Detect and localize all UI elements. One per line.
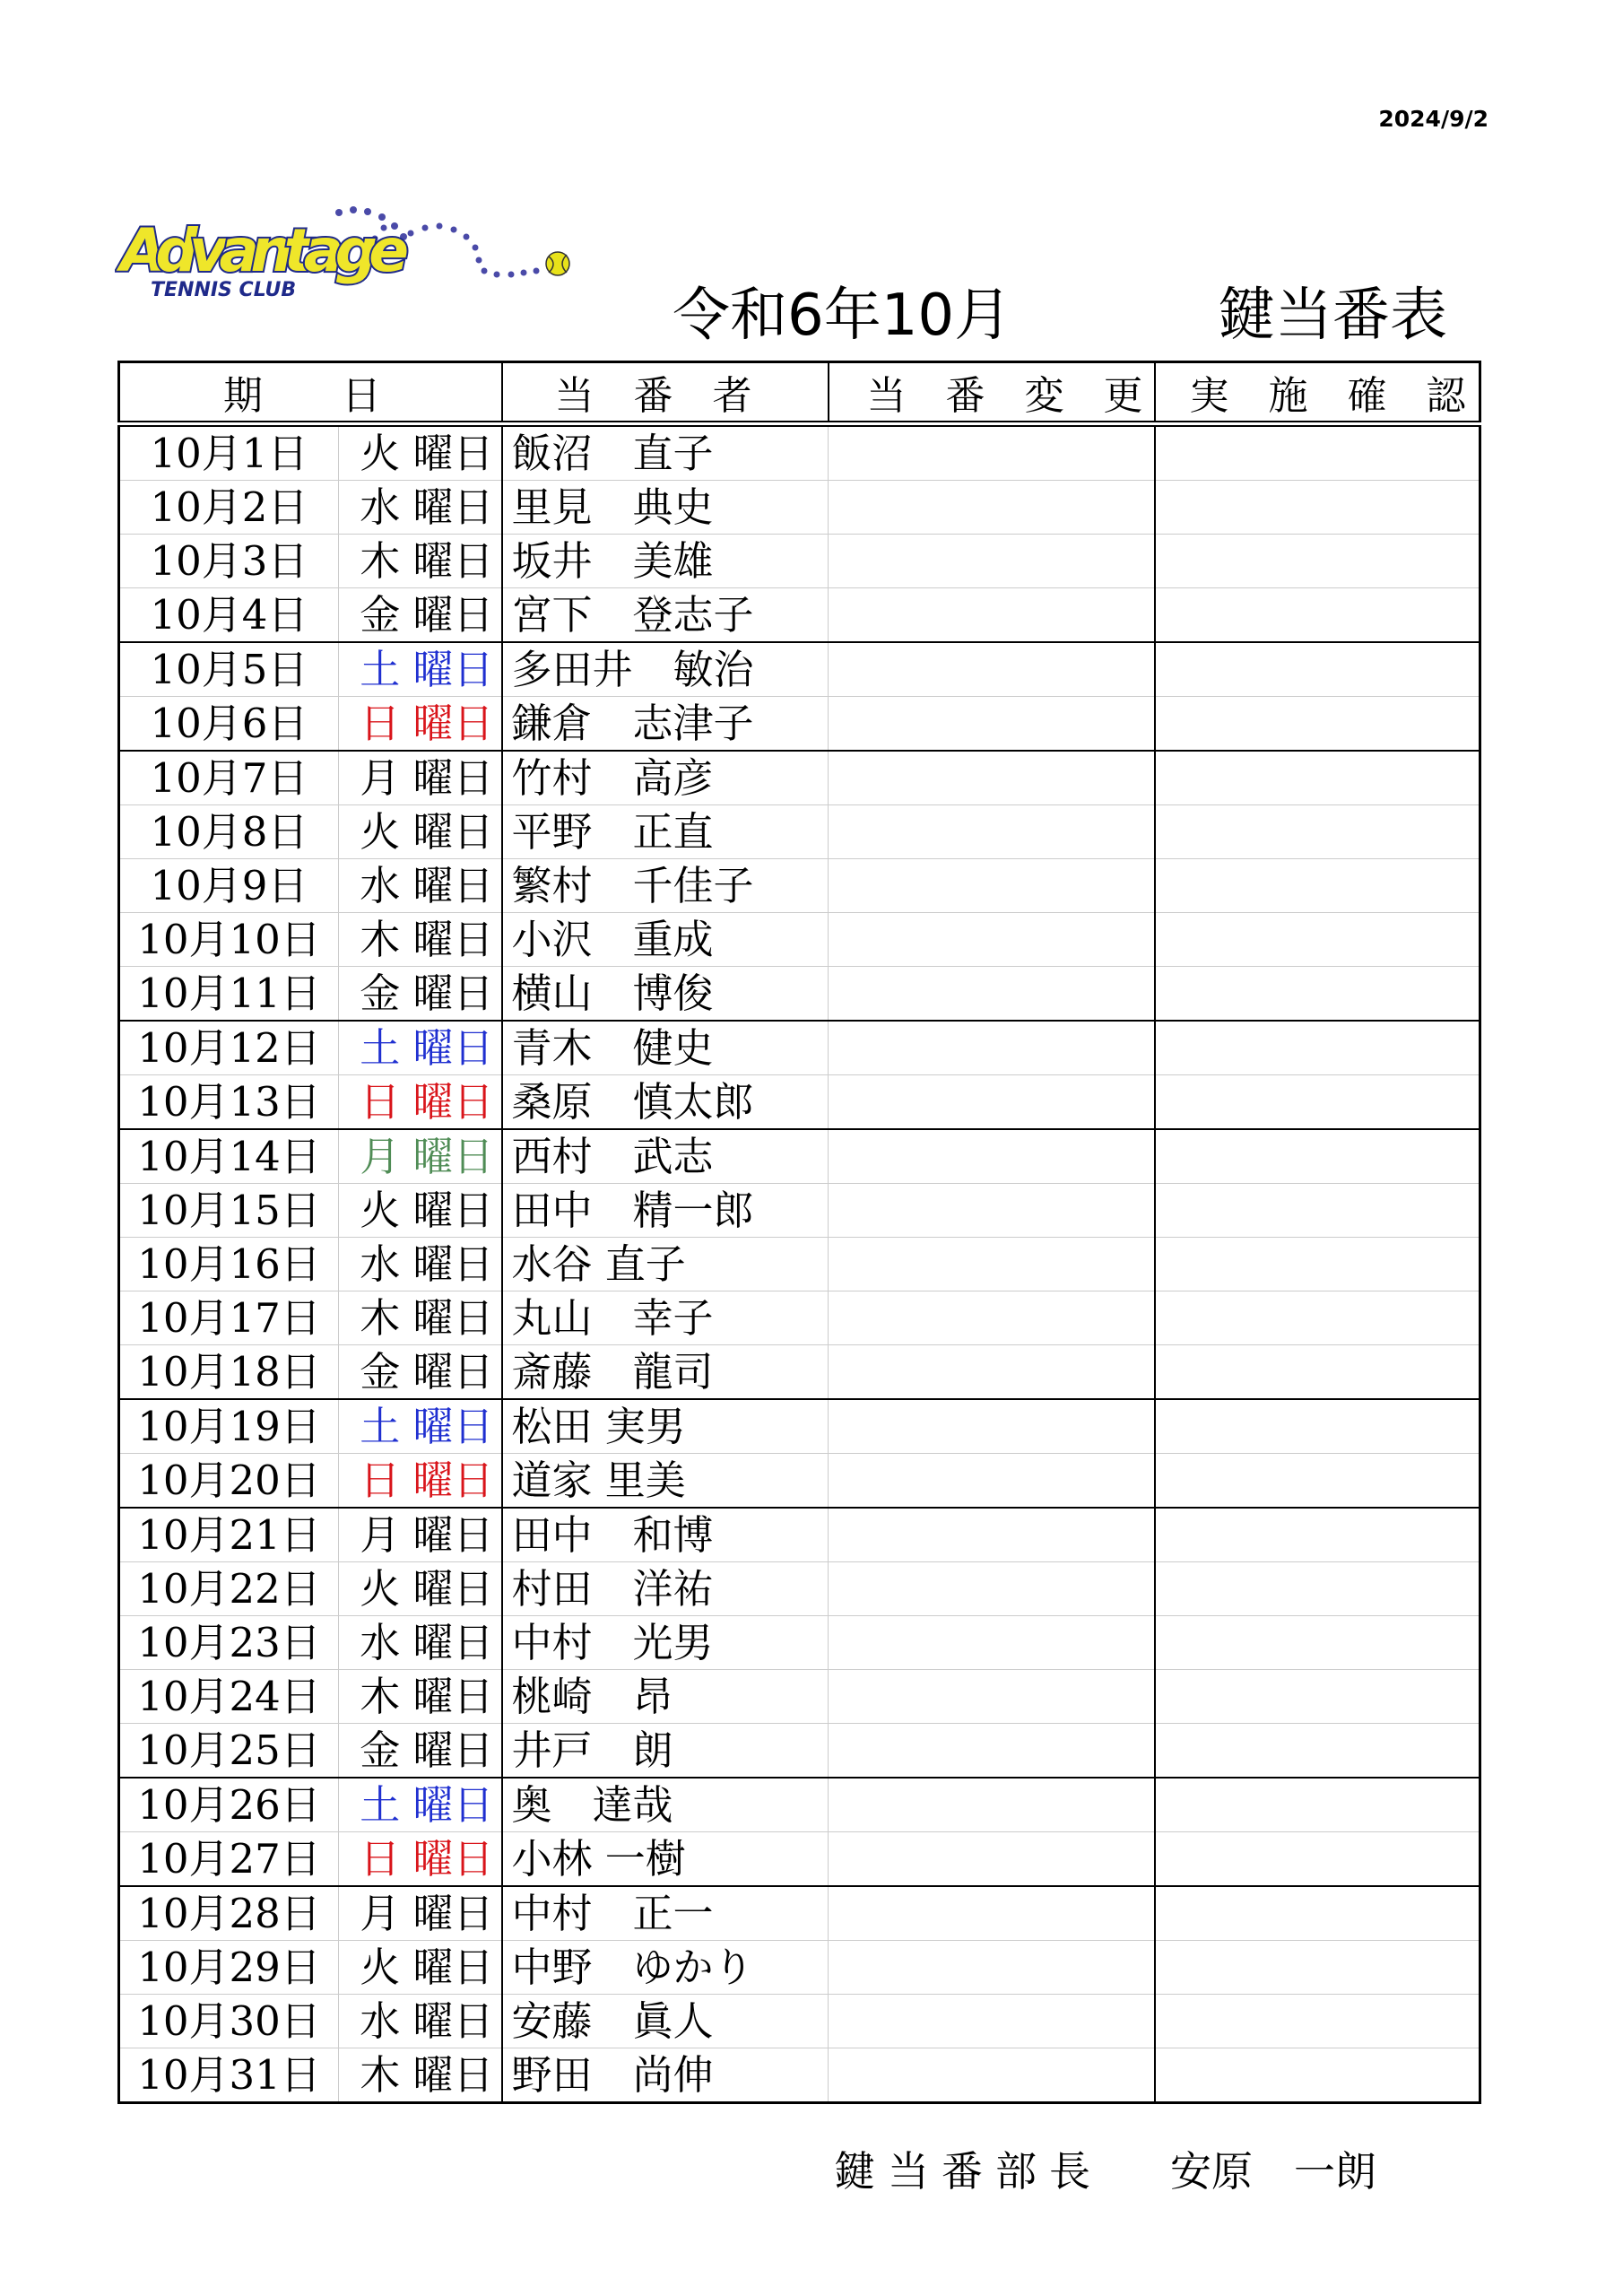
row-duty-change xyxy=(829,1616,1155,1670)
row-duty-person: 斎藤 龍司 xyxy=(502,1345,829,1400)
row-duty-change xyxy=(829,967,1155,1022)
row-confirmation xyxy=(1155,1399,1480,1454)
table-row xyxy=(119,805,1480,859)
table-row xyxy=(119,1021,1480,1075)
row-confirmation xyxy=(1155,1724,1480,1779)
row-duty-change xyxy=(829,1886,1155,1941)
row-weekday: 水 曜日 xyxy=(339,1616,502,1670)
row-duty-person: 青木 健史 xyxy=(502,1021,829,1075)
row-duty-change xyxy=(829,697,1155,752)
row-date: 10月11日 xyxy=(119,967,339,1022)
row-duty-change xyxy=(829,1292,1155,1345)
row-date: 10月18日 xyxy=(119,1345,339,1400)
row-duty-change xyxy=(829,1562,1155,1616)
row-duty-change xyxy=(829,1021,1155,1075)
row-weekday: 月 曜日 xyxy=(339,1129,502,1184)
row-date: 10月4日 xyxy=(119,588,339,643)
row-confirmation xyxy=(1155,2048,1480,2103)
row-weekday: 水 曜日 xyxy=(339,859,502,913)
footer-role: 鍵当番部長 xyxy=(834,2147,1103,2196)
footer-person: 安原 一朗 xyxy=(1170,2147,1376,2196)
row-date: 10月10日 xyxy=(119,913,339,967)
table-row xyxy=(119,1670,1480,1724)
row-duty-change xyxy=(829,1778,1155,1832)
row-date: 10月14日 xyxy=(119,1129,339,1184)
table-row xyxy=(119,913,1480,967)
row-duty-change xyxy=(829,859,1155,913)
row-date: 10月24日 xyxy=(119,1670,339,1724)
row-duty-change xyxy=(829,1454,1155,1509)
row-weekday: 水 曜日 xyxy=(339,1995,502,2048)
row-date: 10月23日 xyxy=(119,1616,339,1670)
row-duty-person: 安藤 眞人 xyxy=(502,1995,829,2048)
table-row xyxy=(119,1616,1480,1670)
row-confirmation xyxy=(1155,535,1480,588)
row-weekday: 木 曜日 xyxy=(339,1670,502,1724)
row-duty-change xyxy=(829,805,1155,859)
row-duty-person: 田中 和博 xyxy=(502,1508,829,1562)
row-duty-change xyxy=(829,1508,1155,1562)
row-date: 10月19日 xyxy=(119,1399,339,1454)
row-weekday: 水 曜日 xyxy=(339,1238,502,1292)
table-row xyxy=(119,588,1480,643)
table-row xyxy=(119,1832,1480,1887)
table-row xyxy=(119,967,1480,1022)
row-duty-person: 多田井 敏治 xyxy=(502,642,829,697)
table-row xyxy=(119,1184,1480,1238)
row-duty-person: 中村 光男 xyxy=(502,1616,829,1670)
table-row xyxy=(119,1129,1480,1184)
row-confirmation xyxy=(1155,481,1480,535)
row-duty-change xyxy=(829,588,1155,643)
row-weekday: 木 曜日 xyxy=(339,913,502,967)
row-confirmation xyxy=(1155,1508,1480,1562)
table-row xyxy=(119,1886,1480,1941)
row-confirmation xyxy=(1155,1670,1480,1724)
row-weekday: 日 曜日 xyxy=(339,1832,502,1887)
row-date: 10月20日 xyxy=(119,1454,339,1509)
table-row xyxy=(119,2048,1480,2103)
row-duty-person: 横山 博俊 xyxy=(502,967,829,1022)
advantage-tennis-club-logo xyxy=(115,199,581,307)
row-confirmation xyxy=(1155,1886,1480,1941)
document-date: 2024/9/2 xyxy=(1378,106,1488,132)
row-weekday: 木 曜日 xyxy=(339,535,502,588)
row-weekday: 火 曜日 xyxy=(339,805,502,859)
row-confirmation xyxy=(1155,1129,1480,1184)
row-duty-change xyxy=(829,2048,1155,2103)
table-header-row xyxy=(119,362,1480,424)
row-weekday: 日 曜日 xyxy=(339,1075,502,1130)
row-date: 10月7日 xyxy=(119,751,339,805)
row-duty-person: 桃崎 昂 xyxy=(502,1670,829,1724)
row-duty-person: 平野 正直 xyxy=(502,805,829,859)
row-duty-person: 小林 一樹 xyxy=(502,1832,829,1887)
row-duty-person: 中野 ゆかり xyxy=(502,1941,829,1995)
row-confirmation xyxy=(1155,805,1480,859)
table-row xyxy=(119,697,1480,752)
row-duty-person: 井戸 朗 xyxy=(502,1724,829,1779)
row-date: 10月12日 xyxy=(119,1021,339,1075)
row-date: 10月9日 xyxy=(119,859,339,913)
row-duty-person: 飯沼 直子 xyxy=(502,424,829,481)
row-duty-person: 道家 里美 xyxy=(502,1454,829,1509)
row-duty-person: 里見 典史 xyxy=(502,481,829,535)
row-date: 10月3日 xyxy=(119,535,339,588)
row-date: 10月13日 xyxy=(119,1075,339,1130)
row-duty-person: 田中 精一郎 xyxy=(502,1184,829,1238)
row-duty-change xyxy=(829,481,1155,535)
row-duty-person: 西村 武志 xyxy=(502,1129,829,1184)
row-duty-person: 松田 実男 xyxy=(502,1399,829,1454)
row-confirmation xyxy=(1155,1292,1480,1345)
row-date: 10月2日 xyxy=(119,481,339,535)
row-confirmation xyxy=(1155,913,1480,967)
table-row xyxy=(119,1724,1480,1779)
row-confirmation xyxy=(1155,1832,1480,1887)
row-confirmation xyxy=(1155,1995,1480,2048)
row-date: 10月30日 xyxy=(119,1995,339,2048)
row-duty-change xyxy=(829,1724,1155,1779)
row-weekday: 土 曜日 xyxy=(339,1778,502,1832)
table-row xyxy=(119,1292,1480,1345)
row-duty-person: 丸山 幸子 xyxy=(502,1292,829,1345)
row-date: 10月29日 xyxy=(119,1941,339,1995)
row-duty-change xyxy=(829,1075,1155,1130)
row-weekday: 日 曜日 xyxy=(339,697,502,752)
row-confirmation xyxy=(1155,1616,1480,1670)
row-weekday: 金 曜日 xyxy=(339,588,502,643)
row-confirmation xyxy=(1155,967,1480,1022)
header-confirmation: 実 施 確 認 xyxy=(1155,362,1480,424)
row-confirmation xyxy=(1155,697,1480,752)
row-duty-person: 水谷 直子 xyxy=(502,1238,829,1292)
row-weekday: 火 曜日 xyxy=(339,1562,502,1616)
row-confirmation xyxy=(1155,1345,1480,1400)
row-duty-change xyxy=(829,1129,1155,1184)
header-duty-person: 当 番 者 xyxy=(502,362,829,424)
row-weekday: 木 曜日 xyxy=(339,2048,502,2103)
row-date: 10月17日 xyxy=(119,1292,339,1345)
table-row xyxy=(119,1562,1480,1616)
row-weekday: 水 曜日 xyxy=(339,481,502,535)
row-confirmation xyxy=(1155,424,1480,481)
row-weekday: 土 曜日 xyxy=(339,642,502,697)
row-date: 10月22日 xyxy=(119,1562,339,1616)
row-weekday: 月 曜日 xyxy=(339,1886,502,1941)
row-weekday: 木 曜日 xyxy=(339,1292,502,1345)
row-confirmation xyxy=(1155,588,1480,643)
row-duty-change xyxy=(829,1184,1155,1238)
row-weekday: 月 曜日 xyxy=(339,751,502,805)
row-duty-change xyxy=(829,1941,1155,1995)
row-date: 10月25日 xyxy=(119,1724,339,1779)
row-weekday: 金 曜日 xyxy=(339,967,502,1022)
table-row xyxy=(119,1778,1480,1832)
table-row xyxy=(119,1345,1480,1400)
page-subtitle: 鍵当番表 xyxy=(1218,283,1447,349)
logo-subtext: TENNIS CLUB xyxy=(151,279,297,301)
row-confirmation xyxy=(1155,751,1480,805)
table-row xyxy=(119,1075,1480,1130)
row-duty-person: 野田 尚伸 xyxy=(502,2048,829,2103)
page-title: 令和6年10月 xyxy=(673,283,1012,349)
row-weekday: 火 曜日 xyxy=(339,1184,502,1238)
row-duty-change xyxy=(829,1995,1155,2048)
roster-body xyxy=(119,424,1480,2103)
row-duty-person: 鎌倉 志津子 xyxy=(502,697,829,752)
table-row xyxy=(119,751,1480,805)
row-confirmation xyxy=(1155,1238,1480,1292)
row-date: 10月26日 xyxy=(119,1778,339,1832)
row-duty-person: 中村 正一 xyxy=(502,1886,829,1941)
row-confirmation xyxy=(1155,642,1480,697)
row-confirmation xyxy=(1155,1454,1480,1509)
row-weekday: 土 曜日 xyxy=(339,1021,502,1075)
row-weekday: 金 曜日 xyxy=(339,1345,502,1400)
row-date: 10月31日 xyxy=(119,2048,339,2103)
table-row xyxy=(119,1454,1480,1509)
table-row xyxy=(119,642,1480,697)
table-row xyxy=(119,424,1480,481)
row-duty-person: 坂井 美雄 xyxy=(502,535,829,588)
row-date: 10月28日 xyxy=(119,1886,339,1941)
row-confirmation xyxy=(1155,1075,1480,1130)
row-duty-person: 村田 洋祐 xyxy=(502,1562,829,1616)
row-confirmation xyxy=(1155,859,1480,913)
row-duty-change xyxy=(829,535,1155,588)
row-duty-person: 繁村 千佳子 xyxy=(502,859,829,913)
header-date: 期 日 xyxy=(119,362,502,424)
table-row xyxy=(119,1238,1480,1292)
row-duty-person: 奥 達哉 xyxy=(502,1778,829,1832)
row-weekday: 土 曜日 xyxy=(339,1399,502,1454)
row-date: 10月1日 xyxy=(119,424,339,481)
row-weekday: 日 曜日 xyxy=(339,1454,502,1509)
row-date: 10月27日 xyxy=(119,1832,339,1887)
row-confirmation xyxy=(1155,1941,1480,1995)
row-duty-change xyxy=(829,1670,1155,1724)
row-weekday: 火 曜日 xyxy=(339,424,502,481)
row-duty-change xyxy=(829,1345,1155,1400)
row-duty-person: 宮下 登志子 xyxy=(502,588,829,643)
row-duty-change xyxy=(829,424,1155,481)
table-row xyxy=(119,1995,1480,2048)
row-duty-change xyxy=(829,1399,1155,1454)
table-row xyxy=(119,1508,1480,1562)
row-duty-change xyxy=(829,913,1155,967)
row-confirmation xyxy=(1155,1184,1480,1238)
row-duty-person: 小沢 重成 xyxy=(502,913,829,967)
row-date: 10月5日 xyxy=(119,642,339,697)
logo-wordmark: Advantage xyxy=(120,216,407,285)
row-confirmation xyxy=(1155,1778,1480,1832)
header-duty-change: 当 番 変 更 xyxy=(829,362,1155,424)
table-row xyxy=(119,1399,1480,1454)
row-confirmation xyxy=(1155,1021,1480,1075)
table-row xyxy=(119,481,1480,535)
row-date: 10月6日 xyxy=(119,697,339,752)
table-row xyxy=(119,1941,1480,1995)
table-row xyxy=(119,535,1480,588)
key-duty-roster-table xyxy=(117,361,1481,2104)
row-duty-change xyxy=(829,642,1155,697)
row-duty-change xyxy=(829,1238,1155,1292)
table-row xyxy=(119,859,1480,913)
row-duty-person: 桑原 慎太郎 xyxy=(502,1075,829,1130)
row-duty-change xyxy=(829,1832,1155,1887)
row-duty-change xyxy=(829,751,1155,805)
row-date: 10月21日 xyxy=(119,1508,339,1562)
row-date: 10月16日 xyxy=(119,1238,339,1292)
row-weekday: 金 曜日 xyxy=(339,1724,502,1779)
row-duty-person: 竹村 高彦 xyxy=(502,751,829,805)
row-weekday: 火 曜日 xyxy=(339,1941,502,1995)
row-date: 10月8日 xyxy=(119,805,339,859)
row-weekday: 月 曜日 xyxy=(339,1508,502,1562)
row-confirmation xyxy=(1155,1562,1480,1616)
row-date: 10月15日 xyxy=(119,1184,339,1238)
